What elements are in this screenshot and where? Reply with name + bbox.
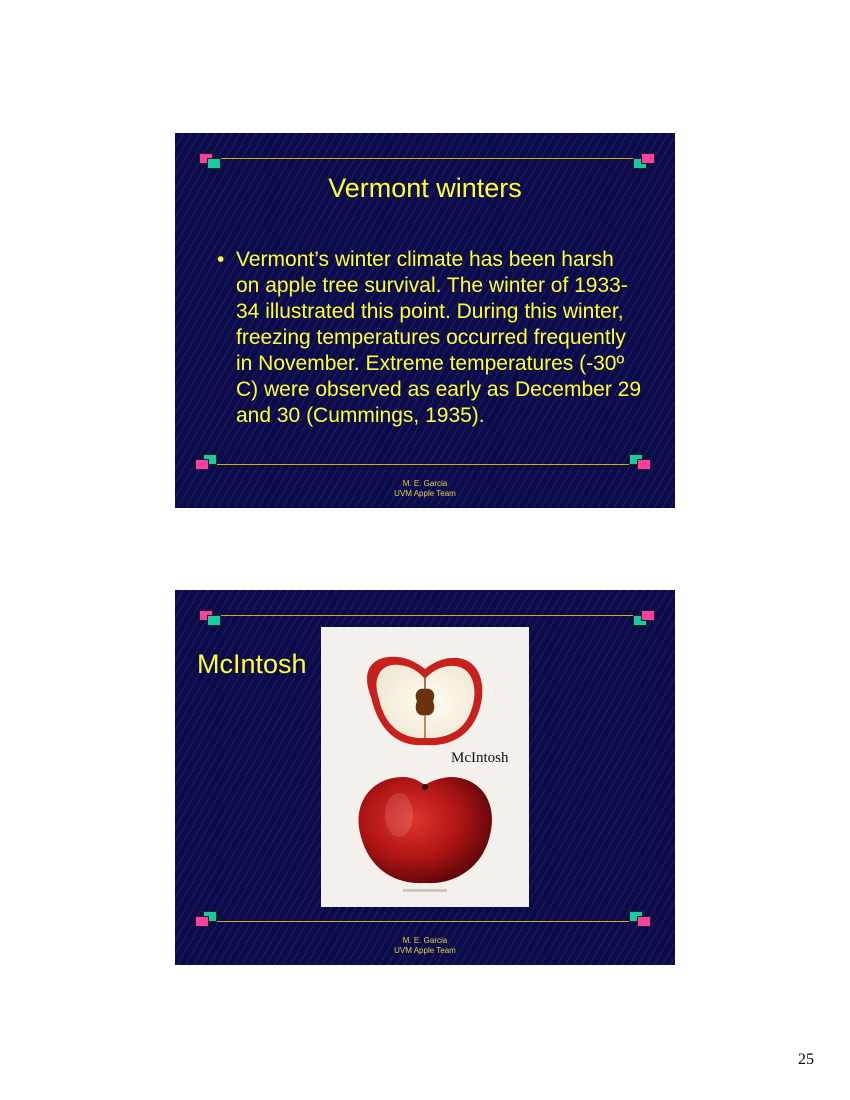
top-rule [209,158,641,159]
corner-ornament-icon [195,454,217,470]
bottom-rule [209,464,641,465]
bullet-text: Vermont’s winter climate has been harsh on apple tree survival. The winter of 1933-34 illustrated this point. During this winter, freezing temperatures occurred frequently in November. Extreme temperatures (-30º C) were observed as early as December 29 and 30 (Cummings, 1935). [236,248,642,427]
corner-ornament-icon [633,610,655,626]
corner-ornament-icon [199,610,221,626]
footer-author: M. E. Garcia [402,936,448,945]
top-rule [209,615,641,616]
slide-title: Vermont winters [328,173,522,203]
footer-team: UVM Apple Team [394,489,456,498]
plate-caption: McIntosh [451,750,509,766]
footer-author: M. E. Garcia [402,479,448,488]
mcintosh-apple-image [321,627,529,907]
bullet-icon: • [217,248,225,271]
apple-illustration [321,627,529,907]
slide-title: McIntosh [197,649,307,679]
slide-footer [175,936,675,956]
corner-ornament-icon [199,153,221,169]
corner-ornament-icon [195,911,217,927]
bottom-rule [209,921,641,922]
bullet-item [217,247,642,429]
page-number: 25 [798,1051,814,1068]
apple-core [416,689,435,716]
corner-ornament-icon [629,454,651,470]
slide-vermont-winters [175,133,675,508]
corner-ornament-icon [629,911,651,927]
footer-team: UVM Apple Team [394,946,456,955]
corner-ornament-icon [633,153,655,169]
whole-apple [359,777,492,883]
slide-mcintosh [175,590,675,965]
slide-footer [175,479,675,499]
